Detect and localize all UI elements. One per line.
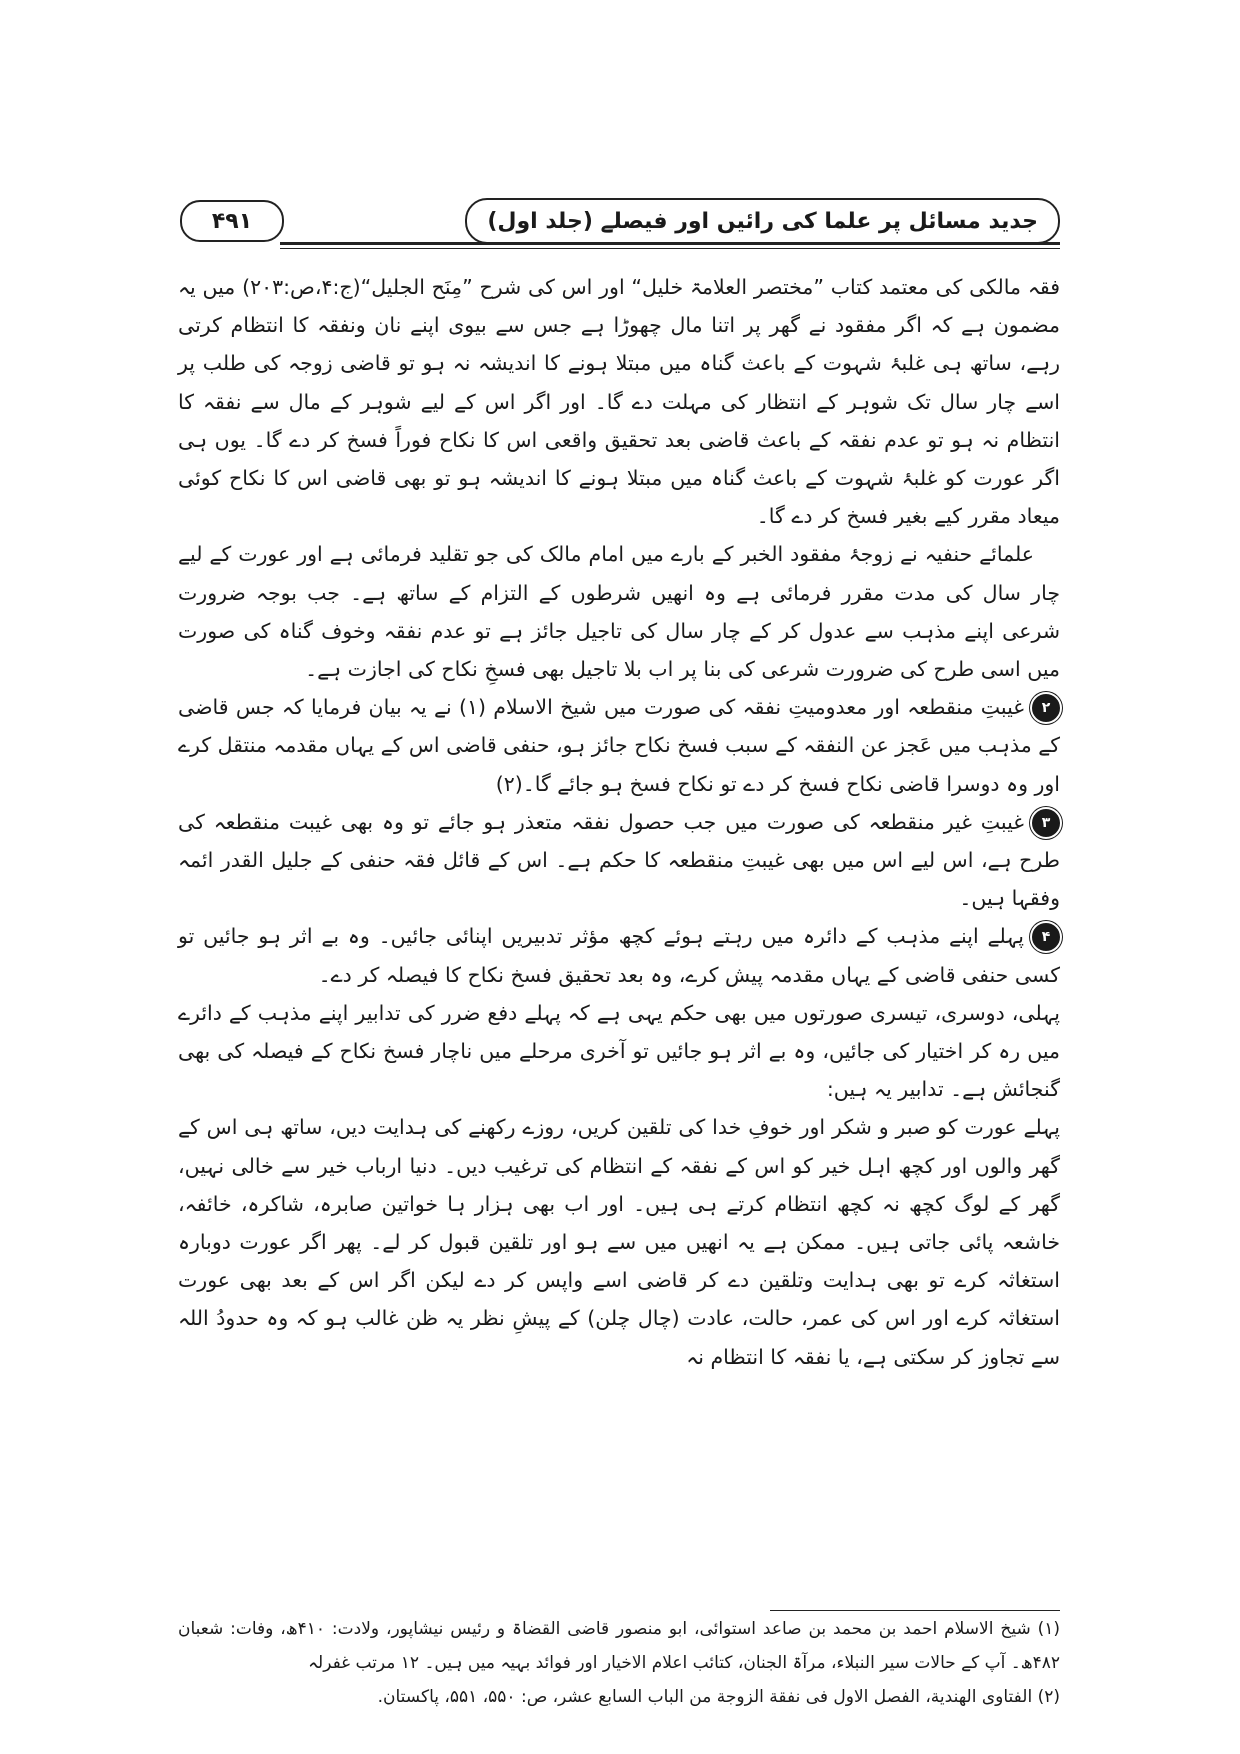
item-number-badge: ۴ [1032, 923, 1060, 951]
paragraph: پہلے عورت کو صبر و شکر اور خوفِ خدا کی تلقین کریں، روزے رکھنے کی ہدایت دیں، ساتھ ہی اس کے گھر والوں اور کچھ اہل خیر کو اس کے نفقہ کے انتظام کی ترغیب دیں۔ دنیا ارباب خیر سے خالی نہیں، گھر کے لوگ کچھ نہ کچھ انتظام کرتے ہی ہیں۔ اور اب بھی ہزار ہا خواتین صابرہ، شاکرہ، خائفہ، خاشعہ پائی جاتی ہیں۔ ممکن ہے یہ انھیں میں سے ہو اور تلقین قبول کر لے۔ پھر اگر عورت دوبارہ استغاثہ کرے تو بھی ہدایت وتلقین دے کر قاضی اسے واپس کر دے لیکن اگر اس کے بعد بھی عورت استغاثہ کرے اور اس کی عمر، حالت، عادت (چال چلن) کے پیشِ نظر یہ ظن غالب ہو کہ وہ حدودُ اللہ سے تجاوز کر سکتی ہے، یا نفقہ کا انتظام نہ [178, 1115, 1060, 1369]
footnote: (۱) شیخ الاسلام احمد بن محمد بن صاعد استوائی، ابو منصور قاضی القضاۃ و رئیس نیشاپور، ولادت: ۴۱۰ھ، وفات: شعبان ۴۸۲ھ۔ آپ کے حالات سیر النبلاء، مرآۃ الجنان، کتائب اعلام الاخیار اور فوائد بہیہ میں ہیں۔ ۱۲ مرتب غفرلہ [178, 1619, 1060, 1673]
item-text: غیبتِ غیر منقطعہ کی صورت میں جب حصول نفقہ متعذر ہو جائے تو وہ بھی غیبت منقطعہ کی طرح ہے، اس لیے اس میں بھی غیبتِ منقطعہ کا حکم ہے۔ اس کے قائل فقہ حنفی کے جلیل القدر ائمہ وفقہا ہیں۔ [178, 809, 1060, 911]
header-rule-thin [280, 248, 1060, 249]
footnote: (۲) الفتاوی الهندیة، الفصل الاول فی نفقة الزوجة من الباب السابع عشر، ص: ۵۵۰، ۵۵۱، پاکستان. [377, 1687, 1060, 1707]
book-title: جدید مسائل پر علما کی رائیں اور فیصلے (جلد اول) [465, 198, 1060, 244]
paragraph: پہلی، دوسری، تیسری صورتوں میں بھی حکم یہی ہے کہ پہلے دفع ضرر کی تدابیر اپنے مذہب کے دائرے میں رہ کر اختیار کی جائیں، وہ بے اثر ہو جائیں تو آخری مرحلے میں ناچار فسخ نکاح کے فیصلہ کی بھی گنجائش ہے۔ تدابیر یہ ہیں: [178, 1000, 1060, 1102]
page-number: ۴۹۱ [180, 200, 284, 242]
footnote-divider [770, 1610, 1060, 1611]
item-text: پہلے اپنے مذہب کے دائرہ میں رہتے ہوئے کچھ مؤثر تدبیریں اپنائی جائیں۔ وہ بے اثر ہو جائیں تو کسی حنفی قاضی کے یہاں مقدمہ پیش کرے، وہ بعد تحقیق فسخ نکاح کا فیصلہ کر دے۔ [178, 924, 1060, 987]
page-header [180, 198, 1060, 258]
paragraph: علمائے حنفیہ نے زوجۂ مفقود الخبر کے بارے میں امام مالک کی جو تقلید فرمائی ہے اور عورت کے لیے چار سال کی مدت مقرر فرمائی ہے وہ انھیں شرطوں کے التزام کے ساتھ ہے۔ جب بوجہ ضرورت شرعی اپنے مذہب سے عدول کر کے چار سال کی تاجیل جائز ہے تو عدم نفقہ وخوف گناہ کی صورت میں اسی طرح کی ضرورت شرعی کی بنا پر اب بلا تاجیل بھی فسخِ نکاح کی اجازت ہے۔ [178, 542, 1060, 682]
item-number-badge: ۲ [1032, 694, 1060, 722]
footnotes [178, 1612, 1060, 1714]
item-text: غیبتِ منقطعہ اور معدومیتِ نفقہ کی صورت میں شیخ الاسلام (۱) نے یہ بیان فرمایا کہ جس قاضی کے مذہب میں عَجز عن النفقہ کے سبب فسخ نکاح جائز ہو، حنفی قاضی اس کے یہاں مقدمہ منتقل کرے اور وہ دوسرا قاضی نکاح فسخ کر دے تو نکاح فسخ ہو جائے گا۔(۲) [178, 695, 1060, 796]
item-number-badge: ۳ [1032, 809, 1060, 837]
paragraph: فقہ مالکی کی معتمد کتاب ”مختصر العلامۃ خلیل“ اور اس کی شرح ”مِنَح الجلیل“(ج:۴،ص:۲۰۳) میں یہ مضمون ہے کہ اگر مفقود نے گھر پر اتنا مال چھوڑا ہے جس سے بیوی اپنے نان ونفقہ کا انتظام کرتی رہے، ساتھ ہی غلبۂ شہوت کے باعث گناہ میں مبتلا ہونے کا اندیشہ نہ ہو تو قاضی زوجہ کی طلب پر اسے چار سال تک شوہر کے انتظار کی مہلت دے گا۔ اور اگر اس کے لیے شوہر کے مال سے نفقہ کا انتظام نہ ہو تو عدم نفقہ کے باعث قاضی بعد تحقیق واقعی اس کا نکاح فوراً فسخ کر دے گا۔ یوں ہی اگر عورت کو غلبۂ شہوت کے باعث گناہ میں مبتلا ہونے کا اندیشہ ہو تو بھی قاضی اس کا نکاح کوئی میعاد مقرر کیے بغیر فسخ کر دے گا۔ [178, 275, 1060, 529]
header-rule [280, 242, 1060, 245]
numbered-item [178, 803, 1060, 918]
main-text [178, 268, 1060, 1376]
numbered-item [178, 917, 1060, 993]
numbered-item [178, 688, 1060, 803]
